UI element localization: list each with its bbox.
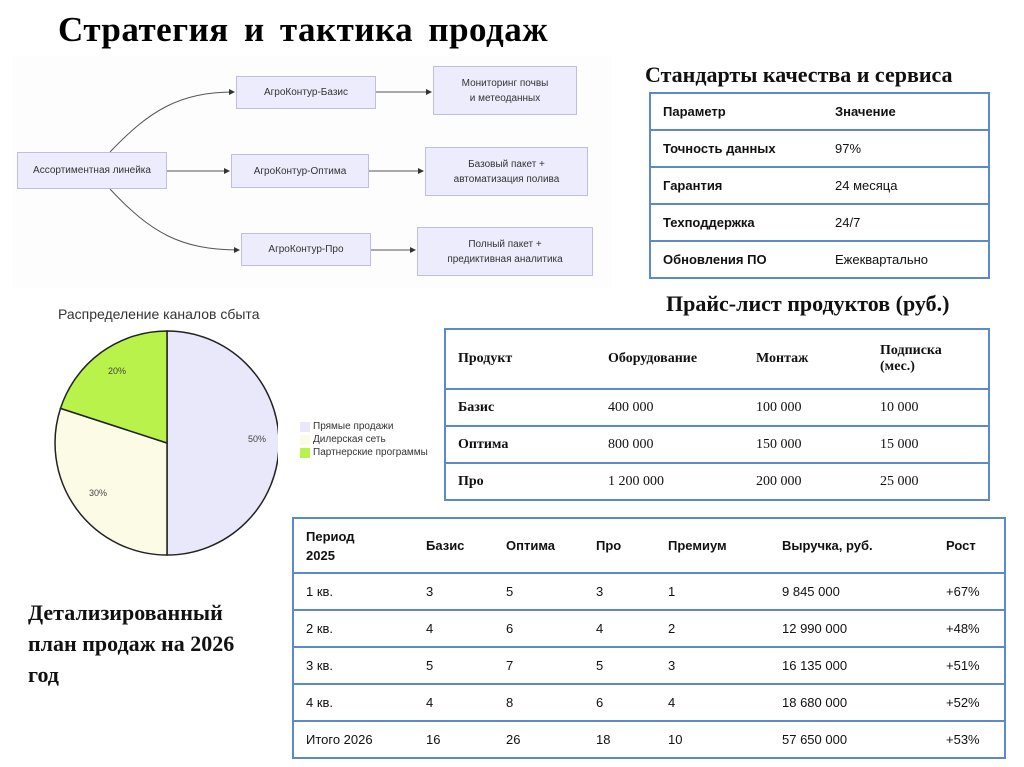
table-row [650, 241, 989, 278]
legend-swatch [300, 422, 310, 432]
param-cell: Обновления ПО [650, 241, 823, 278]
header-cell: Премиум [668, 538, 727, 553]
diagram-node-pro [241, 233, 371, 266]
data-cell: 16 [414, 721, 494, 758]
node-label: предиктивная аналитика [447, 253, 563, 265]
table-row [445, 426, 989, 463]
legend-item [300, 433, 428, 446]
price-cell: 150 000 [744, 426, 868, 463]
data-cell: 5 [584, 647, 656, 684]
header-line: (мес.) [880, 359, 915, 374]
node-label: Мониторинг почвы [461, 77, 549, 89]
data-cell: 5 [414, 647, 494, 684]
data-cell: 7 [494, 647, 584, 684]
chart-title: Распределение каналов сбыта [58, 306, 260, 322]
data-cell: 1 [656, 573, 770, 610]
pie-label: 20% [108, 366, 127, 376]
param-cell: Точность данных [650, 130, 823, 167]
value-cell: 97% [823, 130, 989, 167]
revenue-cell: 18 680 000 [770, 684, 934, 721]
header-cell: Параметр [663, 104, 726, 119]
pie-label: 50% [248, 434, 267, 444]
table-row [293, 610, 1005, 647]
revenue-cell: 9 845 000 [770, 573, 934, 610]
table-row [293, 684, 1005, 721]
header-cell: Оптима [506, 538, 555, 553]
price-cell: 15 000 [868, 426, 989, 463]
param-cell: Техподдержка [650, 204, 823, 241]
data-cell: 3 [584, 573, 656, 610]
pricelist-title: Прайс-лист продуктов (руб.) [666, 291, 950, 316]
product-cell: Базис [445, 389, 596, 426]
header-cell: Выручка, руб. [782, 538, 873, 553]
pricelist-table [444, 328, 990, 501]
legend-item [300, 420, 428, 433]
data-cell: 18 [584, 721, 656, 758]
period-cell: 4 кв. [293, 684, 414, 721]
value-cell: 24 месяца [823, 167, 989, 204]
legend-label: Партнерские программы [313, 447, 428, 458]
period-cell: 3 кв. [293, 647, 414, 684]
value-cell: Ежеквартально [823, 241, 989, 278]
period-cell: 1 кв. [293, 573, 414, 610]
legend-label: Прямые продажи [313, 421, 394, 432]
data-cell: 6 [584, 684, 656, 721]
revenue-cell: 12 990 000 [770, 610, 934, 647]
title-line: год [28, 662, 59, 687]
data-cell: 8 [494, 684, 584, 721]
table-header-row [293, 518, 1005, 573]
header-cell: Оборудование [608, 351, 698, 366]
header-line: Период [306, 528, 355, 544]
chart-legend [300, 420, 428, 459]
page-title: Стратегия и тактика продаж [58, 10, 549, 49]
growth-cell: +52% [934, 684, 1005, 721]
quality-title: Стандарты качества и сервиса [645, 62, 953, 87]
table-row [650, 130, 989, 167]
table-row [650, 204, 989, 241]
table-row [445, 389, 989, 426]
header-line: 2025 [306, 547, 335, 563]
price-cell: 400 000 [596, 389, 744, 426]
data-cell: 4 [584, 610, 656, 647]
pie-chart [52, 328, 278, 560]
title-line: Детализированный [28, 600, 223, 625]
value-cell: 24/7 [823, 204, 989, 241]
product-cell: Про [445, 463, 596, 500]
diagram-node-optima [231, 154, 369, 188]
legend-label: Дилерская сеть [313, 434, 386, 445]
header-cell: Рост [946, 538, 976, 553]
data-cell: 26 [494, 721, 584, 758]
node-label: автоматизация полива [453, 173, 560, 185]
price-cell: 100 000 [744, 389, 868, 426]
growth-cell: +51% [934, 647, 1005, 684]
node-label: Полный пакет + [468, 238, 542, 250]
header-cell: Про [596, 538, 622, 553]
header-cell: Базис [426, 538, 465, 553]
growth-cell: +48% [934, 610, 1005, 647]
header-line: Подписка [880, 343, 942, 358]
diagram-node-root [17, 152, 167, 189]
sales-plan-title [28, 597, 288, 690]
node-label: Ассортиментная линейка [33, 165, 151, 176]
price-cell: 25 000 [868, 463, 989, 500]
data-cell: 3 [656, 647, 770, 684]
diagram-node-basis [236, 76, 376, 109]
pie-label: 30% [89, 488, 108, 498]
price-cell: 800 000 [596, 426, 744, 463]
legend-swatch [300, 448, 310, 458]
node-label: АгроКонтур-Про [268, 244, 344, 255]
data-cell: 4 [414, 684, 494, 721]
table-row-total [293, 721, 1005, 758]
period-cell: Итого 2026 [293, 721, 414, 758]
legend-swatch [300, 435, 310, 445]
table-row [650, 167, 989, 204]
data-cell: 3 [414, 573, 494, 610]
data-cell: 10 [656, 721, 770, 758]
header-cell [293, 518, 414, 573]
node-label: и метеоданных [469, 92, 541, 104]
param-cell: Гарантия [650, 167, 823, 204]
price-cell: 200 000 [744, 463, 868, 500]
data-cell: 4 [414, 610, 494, 647]
header-cell: Монтаж [756, 351, 809, 366]
diagram-node-pro-desc [417, 227, 593, 276]
node-label: Базовый пакет + [468, 158, 545, 170]
data-cell: 6 [494, 610, 584, 647]
table-row [293, 573, 1005, 610]
data-cell: 5 [494, 573, 584, 610]
growth-cell: +53% [934, 721, 1005, 758]
growth-cell: +67% [934, 573, 1005, 610]
header-cell [868, 329, 989, 389]
header-cell: Продукт [458, 351, 513, 366]
title-line: план продаж на 2026 [28, 631, 235, 656]
legend-item [300, 446, 428, 459]
sales-plan-table [292, 517, 1006, 759]
table-row [445, 463, 989, 500]
node-label: АгроКонтур-Базис [263, 87, 348, 98]
data-cell: 4 [656, 684, 770, 721]
price-cell: 10 000 [868, 389, 989, 426]
table-header-row [650, 93, 989, 130]
revenue-cell: 16 135 000 [770, 647, 934, 684]
header-cell: Значение [835, 104, 896, 119]
diagram-node-optima-desc [425, 147, 588, 196]
table-header-row [445, 329, 989, 389]
quality-table [649, 92, 990, 279]
price-cell: 1 200 000 [596, 463, 744, 500]
product-cell: Оптима [445, 426, 596, 463]
diagram-node-basis-desc [433, 66, 577, 115]
table-row [293, 647, 1005, 684]
node-label: АгроКонтур-Оптима [253, 165, 347, 177]
period-cell: 2 кв. [293, 610, 414, 647]
revenue-cell: 57 650 000 [770, 721, 934, 758]
data-cell: 2 [656, 610, 770, 647]
